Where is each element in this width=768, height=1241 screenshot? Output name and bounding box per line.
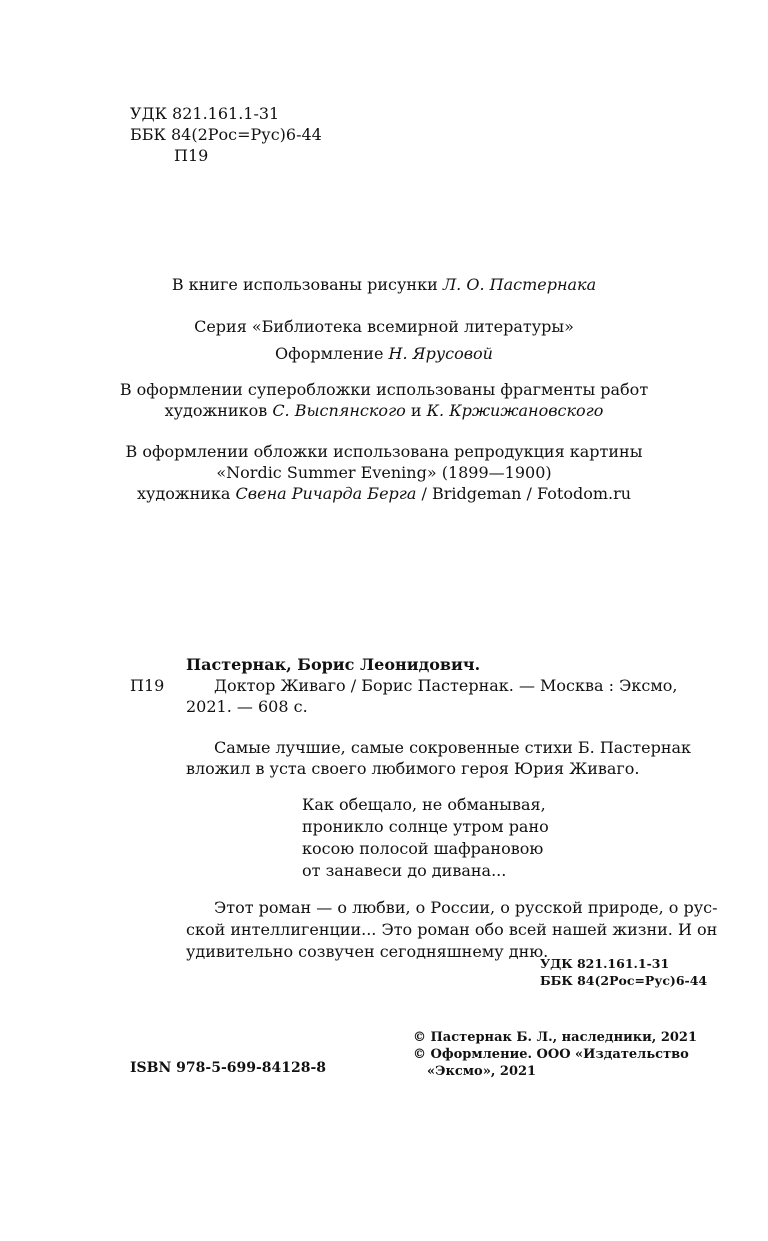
illustrations-credit	[0, 273, 768, 296]
copyright-line2: © Оформление. ООО «Издательство	[413, 1047, 689, 1062]
copyright-line1: © Пастернак Б. Л., наследники, 2021	[413, 1030, 698, 1045]
jacket-prefix: художников	[164, 401, 268, 420]
illustrations-prefix: В книге использованы рисунки	[171, 275, 438, 294]
jacket-credit-line2	[0, 399, 768, 422]
illustrations-artist: Л. О. Пастернака	[442, 275, 597, 294]
poem-line: от занавеси до дивана...	[302, 861, 507, 880]
design-artist: Н. Ярусовой	[388, 344, 493, 363]
isbn: ISBN 978-5-699-84128-8	[130, 1060, 327, 1076]
author-mark: П19	[174, 146, 209, 165]
poem-line: Как обещало, не обманывая,	[302, 795, 546, 814]
small-udk-code: УДК 821.161.1-31	[540, 956, 670, 971]
catalog-entry-line1: Доктор Живаго / Борис Пастернак. — Москва : Эксмо,	[214, 676, 678, 695]
design-prefix: Оформление	[275, 344, 384, 363]
copyright-line2-cont: «Эксмо», 2021	[427, 1064, 537, 1079]
jacket-and: и	[410, 401, 422, 420]
cover-suffix: / Bridgeman / Fotodom.ru	[421, 484, 632, 503]
small-bbk-code: ББК 84(2Рос=Рус)6-44	[540, 973, 708, 988]
annotation-p2-line3: удивительно созвучен сегодняшнему дню.	[186, 942, 549, 961]
cover-prefix: художника	[136, 484, 231, 503]
annotation-p1-line2: вложил в уста своего любимого героя Юрия Живаго.	[186, 759, 640, 778]
udk-code: УДК 821.161.1-31	[130, 104, 280, 123]
cover-artist: Свена Ричарда Берга	[235, 484, 417, 503]
annotation-p1-line1: Самые лучшие, самые сокровенные стихи Б. Пастернак	[214, 738, 692, 757]
jacket-artist-2: К. Кржижановского	[426, 401, 604, 420]
annotation-p2-line2: ской интеллигенции... Это роман обо всей нашей жизни. И он	[186, 920, 718, 939]
bbk-code: ББК 84(2Рос=Рус)6-44	[130, 125, 322, 144]
design-credit	[0, 342, 768, 365]
cover-credit-line1: В оформлении обложки использована репродукция картины	[125, 442, 643, 461]
catalog-entry-line2: 2021. — 608 с.	[186, 697, 308, 716]
jacket-credit-line1: В оформлении суперобложки использованы фрагменты работ	[119, 380, 649, 399]
cover-credit-line2: «Nordic Summer Evening» (1899—1900)	[216, 463, 552, 482]
poem-line: косою полосой шафрановою	[302, 839, 544, 858]
catalog-mark: П19	[130, 676, 165, 695]
jacket-artist-1: С. Выспянского	[272, 401, 406, 420]
series-credit: Серия «Библиотека всемирной литературы»	[194, 317, 574, 336]
catalog-author-heading: Пастернак, Борис Леонидович.	[186, 655, 481, 674]
cover-credit-line3	[0, 482, 768, 505]
annotation-p2-line1: Этот роман — о любви, о России, о русской природе, о рус-	[214, 898, 718, 917]
poem-line: проникло солнце утром рано	[302, 817, 549, 836]
